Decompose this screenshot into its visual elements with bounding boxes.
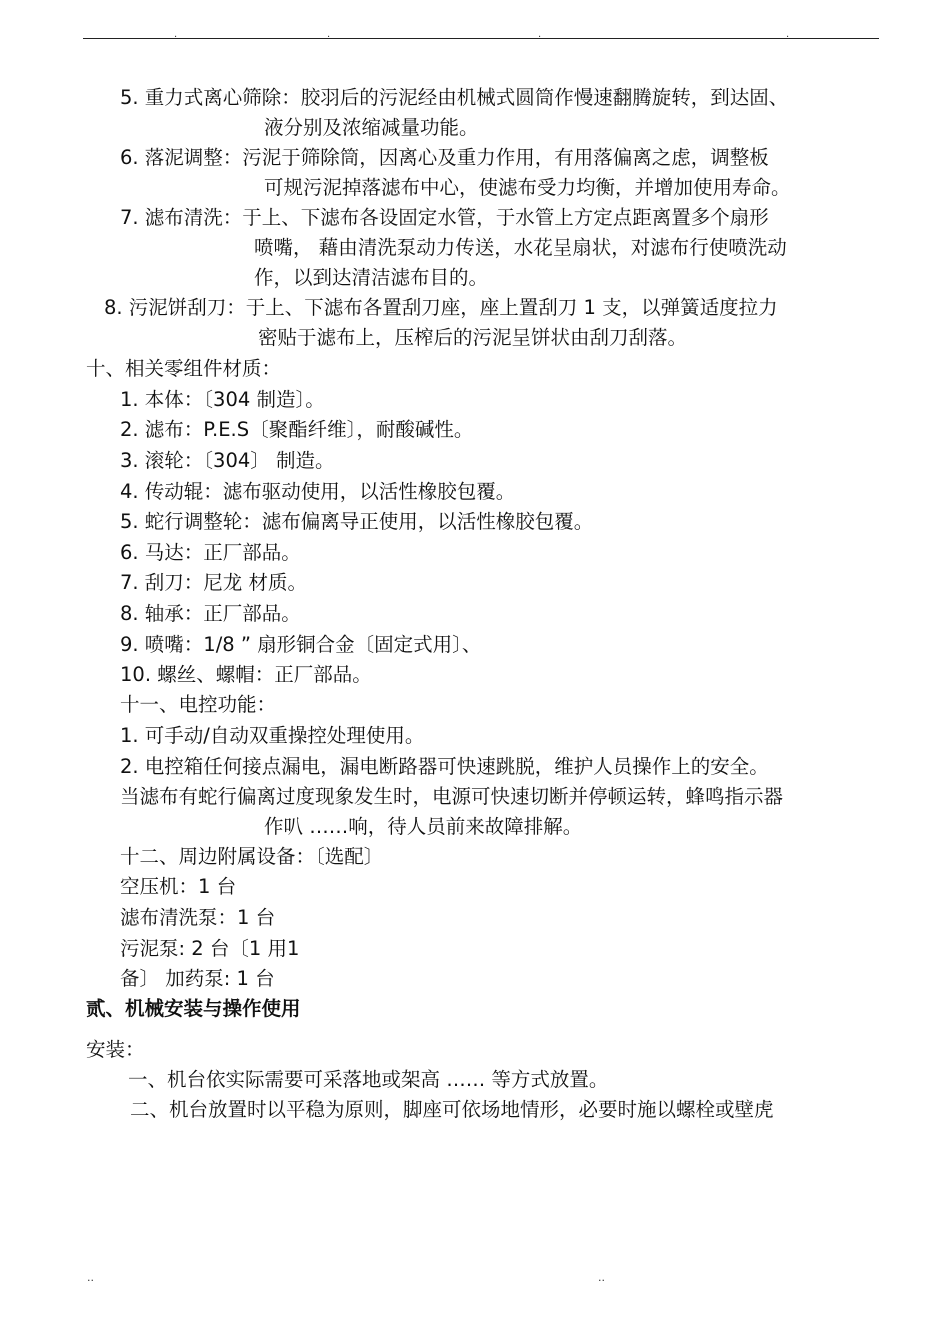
list-item: 1. 本体：〔304 制造〕。 <box>120 388 325 411</box>
list-item: 一、机台依实际需要可采落地或架高 …… 等方式放置。 <box>128 1068 609 1091</box>
list-item: 5. 蛇行调整轮：滤布偏离导正使用，以活性橡胶包覆。 <box>120 510 594 533</box>
header-rule <box>83 38 879 39</box>
list-item: 7. 滤布清洗：于上、下滤布各设固定水管，于水管上方定点距离置多个扇形 <box>120 206 769 229</box>
chapter-heading: 贰、机械安装与操作使用 <box>86 997 301 1020</box>
list-item: 8. 污泥饼刮刀：于上、下滤布各置刮刀座，座上置刮刀 1 支，以弹簧适度拉力 <box>104 296 778 319</box>
list-item: 污泥泵: 2 台〔1 用1 <box>120 937 300 960</box>
footer-dots-left: .. <box>87 1271 94 1284</box>
footer-dots-right: .. <box>598 1271 605 1284</box>
list-item: 6. 马达：正厂部品。 <box>120 541 301 564</box>
header-dot: . <box>327 29 331 40</box>
header-dot: . <box>786 29 790 40</box>
section-heading: 十、相关零组件材质： <box>86 357 282 380</box>
subsection-heading: 安装： <box>86 1038 145 1061</box>
paragraph-line: 作叭 ……响，待人员前来故障排解。 <box>264 815 583 838</box>
list-item: 4. 传动辊：滤布驱动使用，以活性橡胶包覆。 <box>120 480 516 503</box>
list-item: 6. 落泥调整：污泥于筛除筒，因离心及重力作用，有用落偏离之虑，调整板 <box>120 146 769 169</box>
header-dot: . <box>538 29 542 40</box>
list-item: 1. 可手动/自动双重操控处理使用。 <box>120 724 425 747</box>
list-item: 2. 滤布：P.E.S〔聚酯纤维〕，耐酸碱性。 <box>120 418 474 441</box>
list-item: 空压机：1 台 <box>120 875 237 898</box>
section-heading: 十一、电控功能： <box>120 693 277 716</box>
list-item-continuation: 液分别及浓缩减量功能。 <box>264 116 479 139</box>
list-item: 3. 滚轮：〔304〕 制造。 <box>120 449 335 472</box>
list-item: 2. 电控箱任何接点漏电，漏电断路器可快速跳脱，维护人员操作上的安全。 <box>120 755 769 778</box>
list-item: 5. 重力式离心筛除：胶羽后的污泥经由机械式圆筒作慢速翻腾旋转，到达固、 <box>120 86 789 109</box>
section-heading: 十二、周边附属设备：〔选配〕 <box>120 845 384 868</box>
list-item: 二、机台放置时以平稳为原则，脚座可依场地情形，必要时施以螺栓或壁虎 <box>130 1098 774 1121</box>
list-item: 备〕 加药泵: 1 台 <box>120 967 275 990</box>
list-item: 7. 刮刀：尼龙 材质。 <box>120 571 308 594</box>
paragraph-line: 当滤布有蛇行偏离过度现象发生时，电源可快速切断并停顿运转，蜂鸣指示器 <box>120 785 784 808</box>
list-item: 滤布清洗泵：1 台 <box>120 906 276 929</box>
list-item-continuation: 密贴于滤布上，压榨后的污泥呈饼状由刮刀刮落。 <box>258 326 688 349</box>
list-item-continuation: 喷嘴， 藉由清洗泵动力传送，水花呈扇状，对滤布行使喷洗动 <box>254 236 787 259</box>
header-dot: . <box>174 29 178 40</box>
list-item: 9. 喷嘴：1/8 ” 扇形铜合金〔固定式用〕、 <box>120 633 482 656</box>
list-item: 10. 螺丝、螺帽：正厂部品。 <box>120 663 372 686</box>
list-item-continuation: 可规污泥掉落滤布中心，使滤布受力均衡，并增加使用寿命。 <box>264 176 791 199</box>
list-item: 8. 轴承：正厂部品。 <box>120 602 301 625</box>
list-item-continuation: 作，以到达清洁滤布目的。 <box>254 266 489 289</box>
